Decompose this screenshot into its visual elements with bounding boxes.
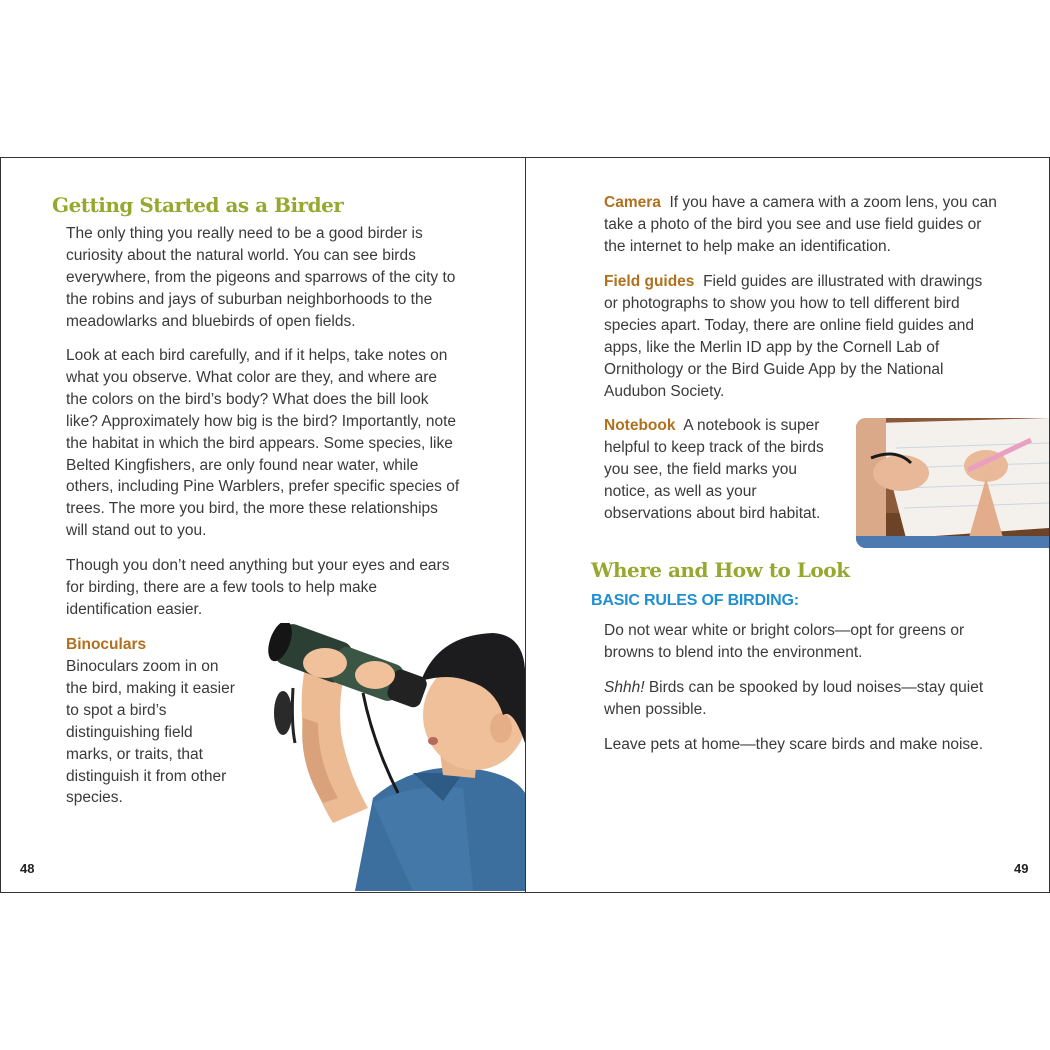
page-number-left: 48 (20, 861, 35, 876)
observation-paragraph: Look at each bird carefully, and if it helps, take notes on what you observe. What color are they, and where are the colors on the bird’s body? What does the bill look like? Approximately how big is the bird? Importantly, note the habitat in which the bird appears. Some species, like Belted Kingfishers, are only found near water, while others, including Pine Warblers, prefer specific species of trees. The more you bird, the more these relationships will stand out to you. (66, 347, 460, 540)
notebook-text: A notebook is super helpful to keep track of the birds you see, the field marks you notice, as well as your observations about bird habitat. (604, 417, 824, 522)
rule-quiet-text: Birds can be spooked by loud noises—stay quiet when possible. (604, 679, 984, 718)
binoculars-term: Binoculars (66, 636, 147, 653)
camera-paragraph (604, 192, 1004, 258)
field-guides-term: Field guides (604, 273, 695, 290)
shhh-emphasis: Shhh! (604, 679, 645, 696)
where-how-heading: Where and How to Look (591, 558, 850, 582)
page-title: Getting Started as a Birder (52, 193, 344, 217)
boy-with-binoculars-photo (263, 623, 525, 891)
notebook-term: Notebook (604, 417, 676, 434)
book-spread (0, 157, 1050, 893)
basic-rules-subheading: BASIC RULES OF BIRDING: (591, 592, 799, 609)
intro-paragraph: The only thing you really need to be a good birder is curiosity about the natural world. You can see birds everywhere, from the pigeons and sparrows of the city to the robins and jays of suburban neighborhoods to the meadowlarks and bluebirds of open fields. (66, 225, 456, 330)
left-page (1, 158, 525, 892)
rule-pets: Leave pets at home—they scare birds and make noise. (604, 736, 984, 753)
right-page (526, 158, 1049, 892)
notebook-paragraph (604, 415, 844, 525)
page-number-right: 49 (1014, 861, 1029, 876)
rule-clothing: Do not wear white or bright colors—opt for greens or browns to blend into the environment. (604, 622, 965, 661)
rule-quiet (604, 677, 1004, 721)
field-guides-text: Field guides are illustrated with drawings or photographs to show you how to tell different bird species apart. Today, there are online field guides and apps, like the Merlin ID app by the Cornell Lab of Ornithology or the Bird Guide App by the National Audubon Society. (604, 273, 983, 400)
camera-text: If you have a camera with a zoom lens, you can take a photo of the bird you see and use field guides or the internet to help make an identification. (604, 194, 997, 255)
binoculars-text: Binoculars zoom in on the bird, making it easier to spot a bird’s distinguishing field marks, or traits, that distinguish it from other species. (66, 658, 235, 807)
tools-paragraph: Though you don’t need anything but your eyes and ears for birding, there are a few tools to help make identification easier. (66, 557, 450, 618)
camera-term: Camera (604, 194, 661, 211)
field-guides-paragraph (604, 271, 999, 402)
notebook-photo (856, 418, 1049, 548)
